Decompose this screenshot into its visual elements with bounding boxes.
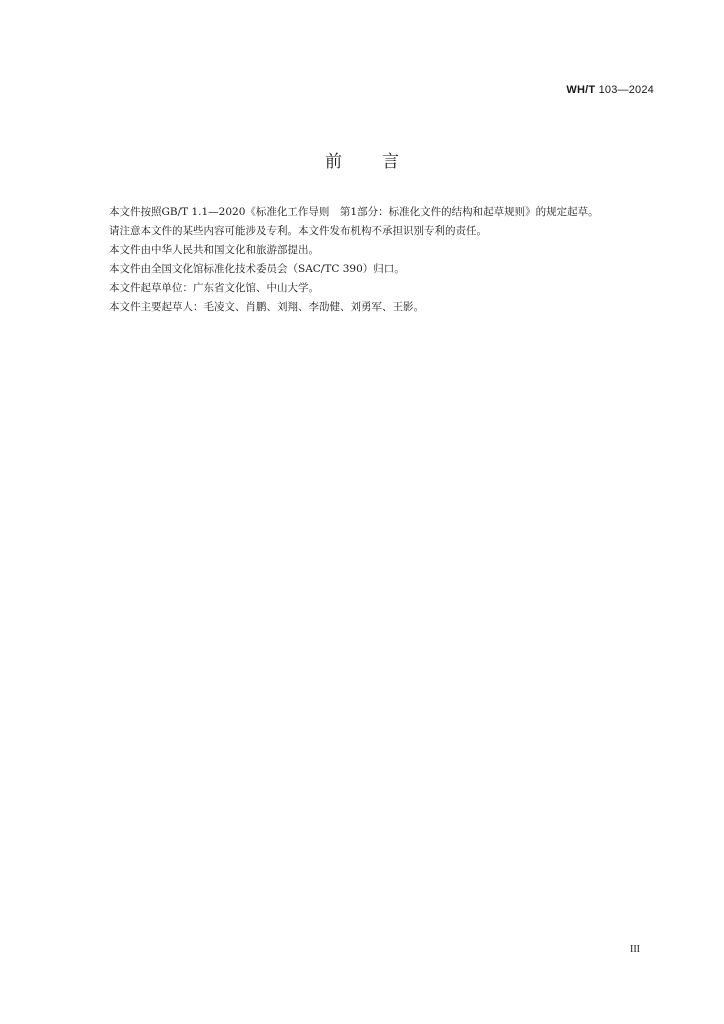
foreword-body	[88, 203, 654, 317]
standard-code-prefix: WH/T	[566, 84, 596, 96]
paragraph-patent-notice: 请注意本文件的某些内容可能涉及专利。本文件发布机构不承担识别专利的责任。	[109, 225, 487, 237]
paragraph-drafting-units: 本文件起草单位：广东省文化馆、中山大学。	[109, 282, 319, 294]
section-title: 前言	[325, 152, 439, 172]
page-number: III	[630, 944, 640, 955]
paragraph-drafters: 本文件主要起草人：毛凌文、肖鹏、刘翔、李劭健、刘勇军、王影。	[109, 301, 424, 313]
paragraph-proposer: 本文件由中华人民共和国文化和旅游部提出。	[109, 244, 319, 256]
paragraph-technical-committee: 本文件由全国文化馆标准化技术委员会（SAC/TC 390）归口。	[109, 263, 405, 275]
standard-code	[566, 84, 654, 96]
paragraph-drafting-rules: 本文件按照GB/T 1.1—2020《标准化工作导则 第1部分：标准化文件的结构和起草规则》的规定起草。	[109, 206, 599, 218]
standard-code-number: 103—2024	[598, 84, 654, 96]
